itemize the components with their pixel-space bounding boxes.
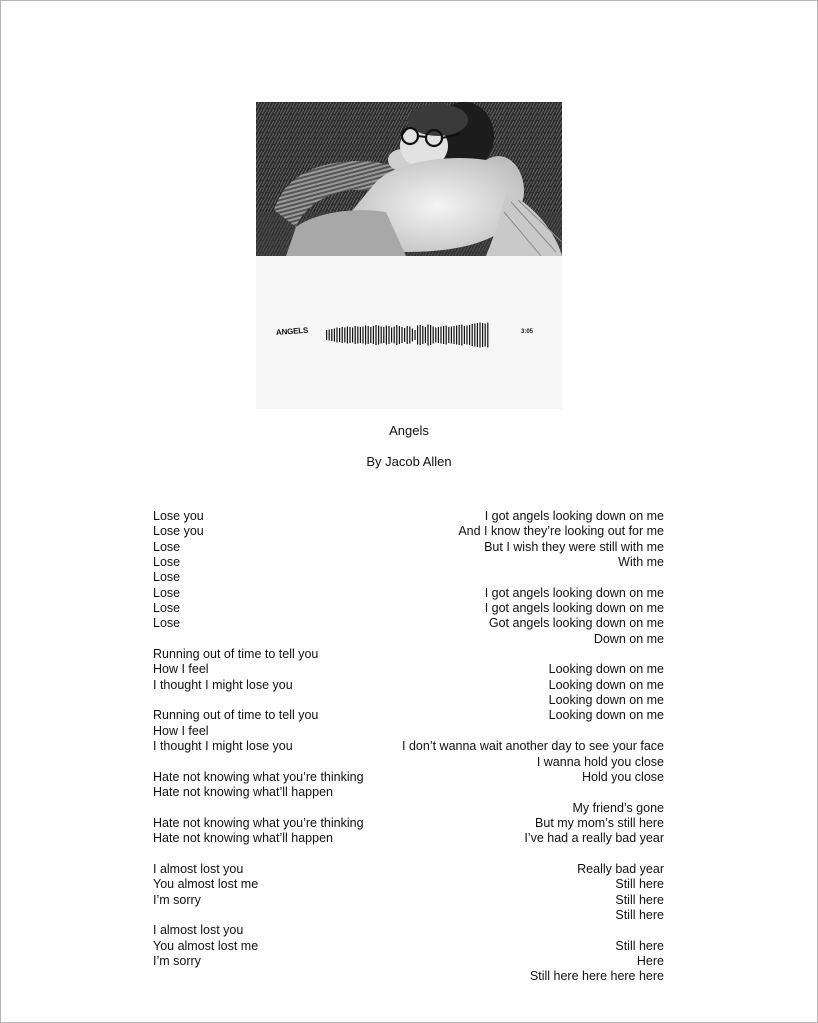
lyric-line: You almost lost me [153, 938, 259, 953]
lyric-line: I’m sorry [153, 892, 201, 907]
stanza-break [324, 647, 664, 662]
waveform-bar [399, 326, 400, 344]
waveform-bar [433, 327, 434, 344]
lyric-line: I almost lost you [153, 923, 244, 938]
waveform-bar [420, 325, 421, 345]
waveform-bar [440, 327, 441, 344]
lyric-line: Still here [615, 938, 664, 953]
waveform-bar [394, 327, 395, 344]
song-byline: By Jacob Allen [366, 454, 452, 469]
stanza-break [324, 570, 664, 585]
waveform-bar [381, 327, 382, 344]
waveform-bar [466, 326, 467, 345]
waveform-bar [368, 326, 369, 344]
waveform-bar [417, 326, 418, 345]
waveform-bar [349, 327, 350, 343]
lyric-line: Hate not knowing what you’re thinking [153, 769, 364, 784]
waveform-bar [479, 323, 480, 348]
lyric-line: Still here here here here [529, 969, 664, 984]
waveform-bar [453, 326, 454, 344]
lyric-line: But I wish they were still with me [484, 539, 664, 554]
waveform-bar [347, 327, 348, 344]
waveform-bar [451, 327, 452, 344]
lyric-line: Looking down on me [548, 693, 664, 708]
waveform-bar [357, 327, 358, 344]
lyric-line: Running out of time to tell you [153, 708, 319, 723]
lyric-line: Hold you close [582, 769, 664, 784]
waveform-bar [329, 330, 330, 341]
waveform-bar [362, 327, 363, 344]
lyric-line: I got angels looking down on me [484, 601, 664, 616]
lyric-line: Still here [615, 907, 664, 922]
lyric-line: Lose [153, 601, 181, 616]
waveform [325, 322, 495, 348]
waveform-bar [336, 328, 337, 343]
waveform-bar [456, 326, 457, 345]
lyric-line: Lose you [153, 509, 204, 523]
lyric-line: Hate not knowing what you’re thinking [153, 815, 364, 830]
lyric-line: I got angels looking down on me [484, 585, 664, 600]
waveform-bar [378, 326, 379, 345]
waveform-bar [360, 327, 361, 343]
waveform-bar [342, 327, 343, 343]
audio-player-card [256, 256, 562, 409]
lyric-line: I’ve had a really bad year [524, 831, 664, 846]
waveform-bar [425, 327, 426, 343]
lyric-line: How I feel [153, 662, 209, 677]
waveform-bar [414, 330, 415, 340]
lyric-line: You almost lost me [153, 877, 259, 892]
waveform-bar [435, 328, 436, 343]
lyric-line: Got angels looking down on me [488, 616, 664, 631]
waveform-bar [391, 328, 392, 343]
stanza-break [324, 847, 664, 862]
lyric-line: Looking down on me [548, 677, 664, 692]
lyric-line: Here [636, 953, 664, 968]
waveform-bar [482, 323, 483, 347]
lyric-line: Lose you [153, 524, 204, 539]
lyric-line: And I know they’re looking out for me [458, 524, 664, 539]
waveform-bar [472, 324, 473, 346]
cover-photo [256, 102, 562, 256]
waveform-bar [412, 329, 413, 342]
waveform-bar [469, 325, 470, 345]
waveform-bar [430, 325, 431, 345]
lyric-line: Still here [615, 892, 664, 907]
waveform-bar [404, 328, 405, 342]
stanza-break [324, 785, 664, 800]
waveform-bar [461, 325, 462, 346]
waveform-bar [388, 326, 389, 344]
waveform-bar [427, 325, 428, 346]
lyric-line: Lose [153, 555, 181, 570]
waveform-bar [326, 330, 327, 340]
lyric-line: With me [618, 555, 664, 570]
lyric-line: Looking down on me [548, 708, 664, 723]
waveform-bar [477, 323, 478, 347]
waveform-bar [446, 326, 447, 345]
lyric-line: Hate not knowing what’ll happen [153, 785, 333, 800]
lyric-line: Lose [153, 539, 181, 554]
lyric-line: Lose [153, 585, 181, 600]
lyric-line: I thought I might lose you [153, 739, 293, 754]
lyric-line: I got angels looking down on me [484, 509, 664, 523]
waveform-bar [487, 323, 488, 348]
lyric-line: My friend’s gone [572, 800, 664, 815]
player-song-title: ANGELS [275, 325, 309, 337]
waveform-bar [485, 324, 486, 347]
waveform-bar [438, 327, 439, 343]
lyric-line: I almost lost you [153, 861, 244, 876]
player-duration: 3:05 [521, 329, 534, 335]
lyric-line: I’m sorry [153, 953, 201, 968]
stanza-break [324, 724, 664, 739]
waveform-bar [375, 325, 376, 345]
lyric-line: Lose [153, 616, 181, 631]
waveform-bar [448, 327, 449, 343]
lyric-line: Really bad year [577, 861, 664, 876]
waveform-bar [370, 327, 371, 343]
lyric-line: But my mom’s still here [535, 815, 664, 830]
lyric-line: Hate not knowing what’ll happen [153, 831, 333, 846]
lyric-line: Still here [615, 877, 664, 892]
lyric-line: Lose [153, 570, 181, 585]
lyric-line: Looking down on me [548, 662, 664, 677]
lyric-line: I wanna hold you close [536, 754, 664, 769]
waveform-bar [352, 328, 353, 343]
lyrics-right-column [324, 509, 664, 985]
waveform-bar [459, 325, 460, 345]
waveform-bar [401, 327, 402, 343]
waveform-bar [373, 326, 374, 344]
stanza-break [324, 923, 664, 938]
lyric-line: I thought I might lose you [153, 677, 293, 692]
waveform-bar [383, 327, 384, 343]
waveform-bar [331, 329, 332, 341]
song-title: Angels [389, 423, 429, 438]
waveform-bar [396, 325, 397, 345]
waveform-bar [365, 326, 366, 345]
album-cover [256, 102, 562, 409]
waveform-bar [443, 326, 444, 344]
lyric-line: How I feel [153, 723, 209, 738]
lyric-line: I don’t wanna wait another day to see your face [402, 739, 664, 754]
waveform-bar [355, 326, 356, 344]
waveform-bar [422, 326, 423, 344]
waveform-bar [464, 326, 465, 344]
waveform-bar [344, 328, 345, 343]
waveform-bar [474, 324, 475, 347]
lyric-line: Down on me [593, 631, 664, 646]
waveform-bar [386, 326, 387, 345]
lyric-line: Running out of time to tell you [153, 647, 319, 662]
waveform-bar [409, 327, 410, 344]
waveform-bar [334, 329, 335, 342]
waveform-bar [339, 328, 340, 342]
waveform-bar [407, 326, 408, 344]
